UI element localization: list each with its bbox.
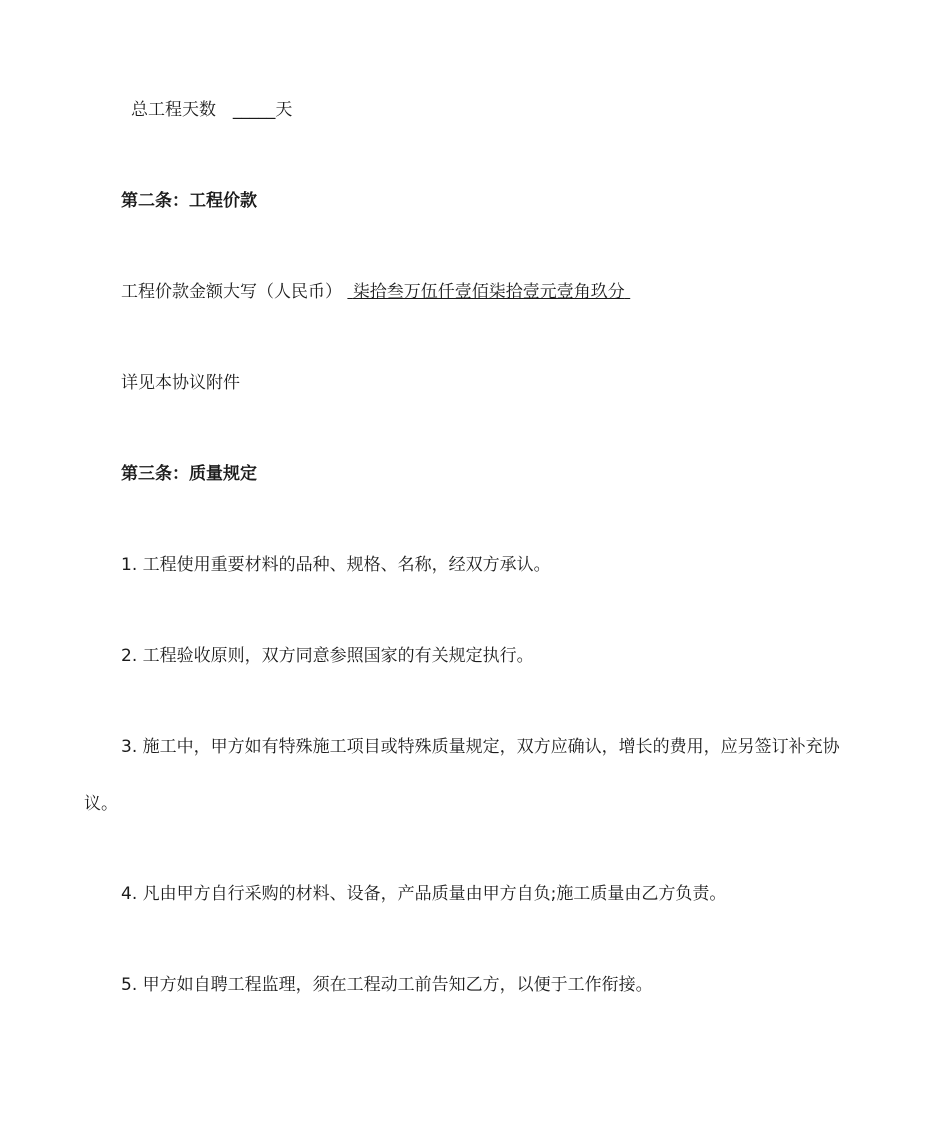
quality-item-2: 2. 工程验收原则，双方同意参照国家的有关规定执行。 [121,646,534,666]
quality-item-3-continuation: 议。 [84,794,118,814]
see-attachment: 详见本协议附件 [121,373,240,393]
total-days-line [131,98,292,122]
total-days-label: 总工程天数 [131,100,216,120]
article2-heading: 第二条：工程价款 [121,191,257,211]
quality-item-1: 1. 工程使用重要材料的品种、规格、名称，经双方承认。 [121,555,551,575]
article3-heading: 第三条：质量规定 [121,464,257,484]
total-days-blank: _____ [232,100,276,120]
quality-item-3: 3. 施工中，甲方如有特殊施工项目或特殊质量规定，双方应确认，增长的费用，应另签订补充协 [121,737,840,757]
total-days-unit: 天 [275,100,293,120]
price-line [121,280,630,304]
price-value: 柒拾叁万伍仟壹佰柒拾壹元壹角玖分 [352,282,625,302]
quality-item-4: 4. 凡由甲方自行采购的材料、设备，产品质量由甲方自负;施工质量由乙方负责。 [121,884,727,904]
quality-item-5: 5. 甲方如自聘工程监理，须在工程动工前告知乙方，以便于工作衔接。 [121,975,653,995]
price-label: 工程价款金额大写（人民币） [121,282,342,302]
